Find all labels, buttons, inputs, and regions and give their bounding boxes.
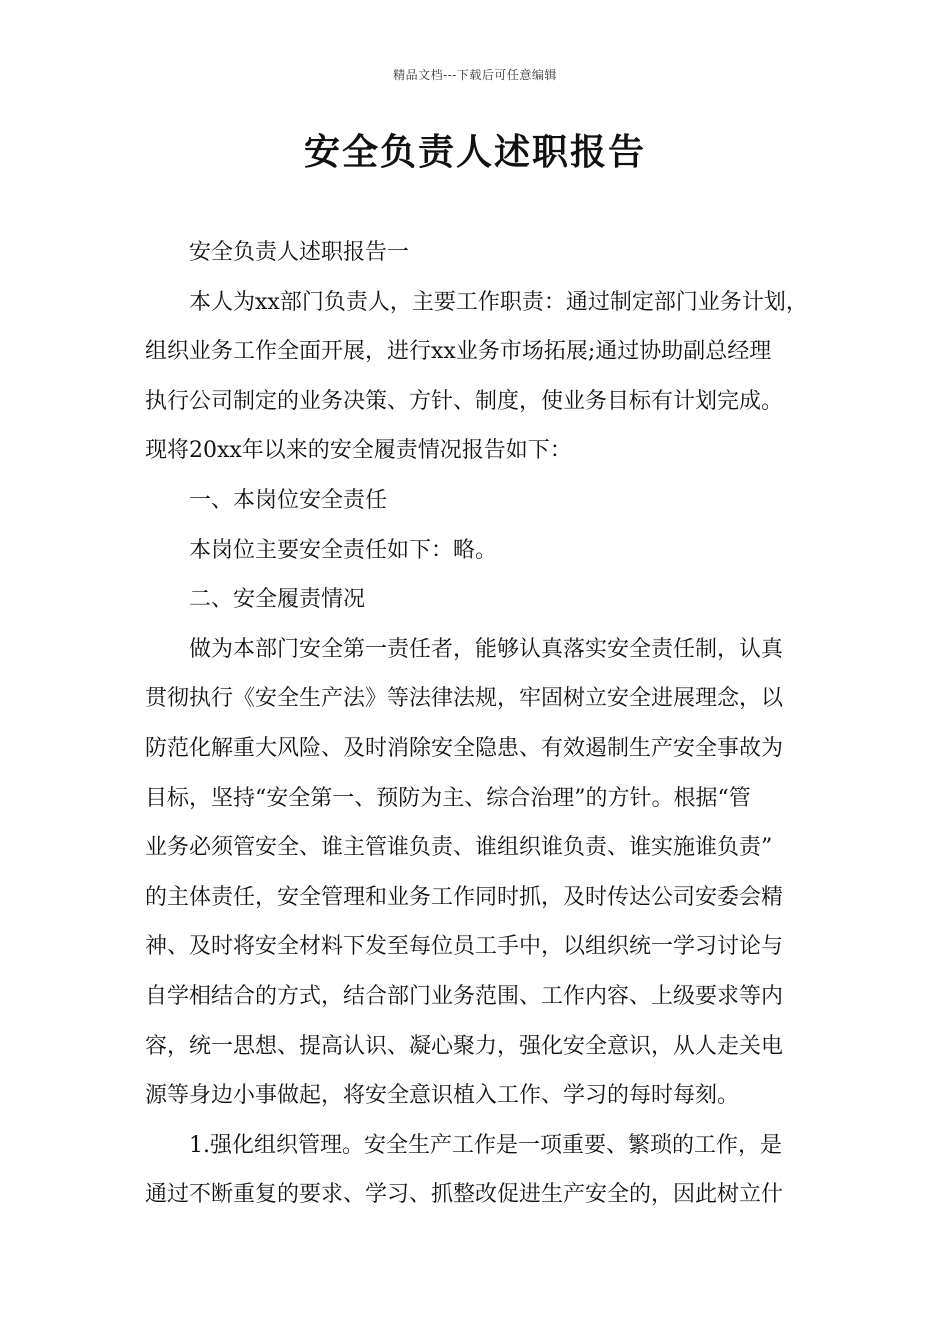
body-line: 1.强化组织管理。安全生产工作是一项重要、繁琐的工作，是 [189,1132,782,1158]
body-line: 本岗位主要安全责任如下：略。 [189,537,498,563]
body-line: 自学相结合的方式，结合部门业务范围、工作内容、上级要求等内 [145,983,784,1009]
body-line: 通过不断重复的要求、学习、抓整改促进生产安全的，因此树立什 [145,1182,784,1208]
body-line: 现将20xx年以来的安全履责情况报告如下： [145,438,572,464]
body-line: 业务必须管安全、谁主管谁负责、谁组织谁负责、谁实施谁负责” [145,835,773,861]
body-line: 安全负责人述职报告一 [189,240,410,265]
body-line: 的主体责任，安全管理和业务工作同时抓，及时传达公司安委会精 [145,884,784,910]
body-line: 一、本岗位安全责任 [189,487,388,513]
body-line: 防范化解重大风险、及时消除安全隐患、有效遏制生产安全事故为 [145,735,784,761]
body-line: 组织业务工作全面开展，进行xx业务市场拓展;通过协助副总经理 [145,339,772,365]
document-body [145,228,817,1220]
body-line: 执行公司制定的业务决策、方针、制度，使业务目标有计划完成。 [145,388,784,414]
header-note: 精品文档---下载后可任意编辑 [393,68,557,82]
body-line: 做为本部门安全第一责任者，能够认真落实安全责任制，认真 [189,636,784,662]
body-line: 本人为xx部门负责人，主要工作职责：通过制定部门业务计划， [189,289,808,315]
body-line: 目标，坚持“安全第一、预防为主、综合治理”的方针。根据“管 [145,785,751,811]
body-line: 源等身边小事做起，将安全意识植入工作、学习的每时每刻。 [145,1083,740,1109]
body-line: 贯彻执行《安全生产法》等法律法规，牢固树立安全进展理念，以 [145,686,784,712]
body-line: 二、安全履责情况 [189,587,366,613]
document-title: 安全负责人述职报告 [303,131,646,173]
body-line: 容，统一思想、提高认识、凝心聚力，强化安全意识，从人走关电 [145,1033,784,1059]
body-line: 神、及时将安全材料下发至每位员工手中，以组织统一学习讨论与 [145,934,784,960]
